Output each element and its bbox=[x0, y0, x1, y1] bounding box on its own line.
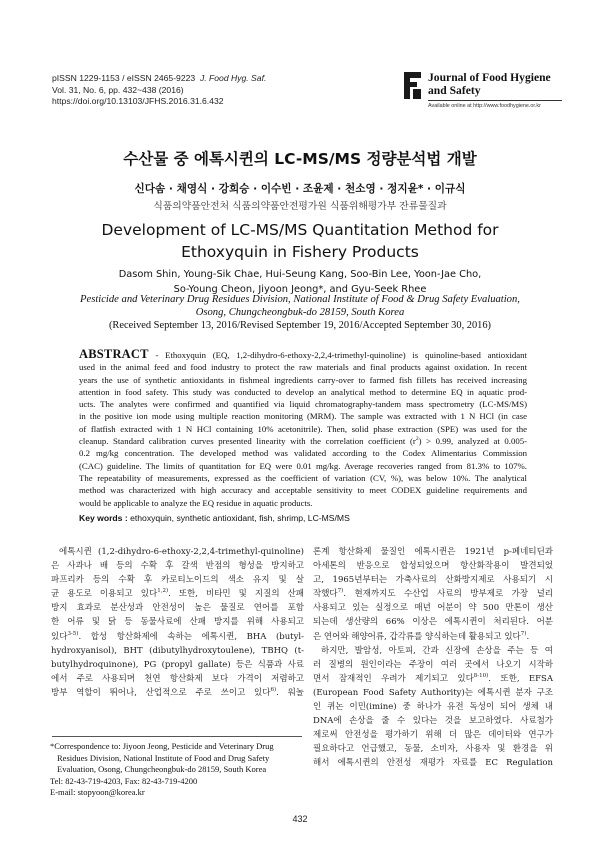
body-line: 러 질병의 원인이라는 주장이 여러 곳에서 나오기 시작하 bbox=[313, 659, 553, 670]
volume-line: Vol. 31, No. 6, pp. 432~438 (2016) bbox=[52, 84, 184, 95]
body-line: 파프리카 등의 수확 후 카로티노이드의 색소 유지 및 살 bbox=[51, 575, 304, 586]
body-line: 면서 잠재적인 우려가 제기되고 있다$^{8-10)}$. 또한, EFSA bbox=[313, 673, 553, 684]
body-line: 에서 주로 사용되며 천연 항산화제 보다 가격이 저렴하고 bbox=[51, 673, 304, 684]
body-column-right bbox=[313, 545, 553, 771]
body-line: hydroxyanisol), BHT (dibutylhydroxytoulene), TBHQ (t- bbox=[51, 645, 304, 656]
keywords bbox=[79, 513, 350, 523]
body-line: 한 어류 및 닭 등 동물사료에 산패 방지를 위해 사용되고 bbox=[51, 617, 304, 628]
body-line: 방부 역할이 뛰어나, 산업적으로 주로 쓰이고 있다$^{6)}$. 워놀 bbox=[51, 687, 305, 698]
email-link[interactable]: E-mail: stopyoon@korea.kr bbox=[50, 787, 145, 798]
body-line: 은 사과나 배 등의 수확 후 갈색 반점의 형성을 방지하고 bbox=[51, 561, 304, 572]
body-line: 있다$^{3-5)}$. 합성 항산화제에 속하는 에톡시퀸, BHA (butyl- bbox=[51, 630, 304, 642]
english-affiliation: Pesticide and Veterinary Drug Residues Division, National Institute of Food & Drug Safety Evaluation, Osong, Chungcheongbuk-do 28159, South Korea bbox=[80, 294, 520, 318]
keywords-label: Key words : bbox=[79, 513, 128, 523]
body-column-left bbox=[51, 545, 304, 700]
korean-authors: 신다솜 · 채영식 · 강희승 · 이수빈 · 조윤제 · 천소영 · 정지윤* · 이규식 bbox=[134, 183, 466, 195]
abstract-line: ucts. The analytes were confirmed and quantified via liquid chromatography-tandem mass spectrometry (LC-MS/MS) bbox=[79, 399, 527, 410]
body-line: 제로써 안전성을 평가하기 위해 더 많은 데이터와 연구가 bbox=[313, 730, 553, 741]
body-line: 사용되고 있는 실정으로 매년 어분이 약 500 만톤이 생산 bbox=[313, 603, 553, 614]
english-authors: Dasom Shin, Young-Sik Chae, Hui-Seung Kang, Soo-Bin Lee, Yoon-Jae Cho, So-Young Cheon, Jiyoon Jeong*, and Gyu-Seek Rhee bbox=[118, 269, 482, 295]
correspondence-footnote: *Correspondence to: Jiyoon Jeong, Pesticide and Veterinary Drug Residues Division, National Institute of Food and Drug Safety Evaluation, Osong, Chungcheongbuk-do 28159, South Korea Tel: 82-43-719-4203, Fax: 82-43-719-4200 E-mail: stopyoon@korea.kr bbox=[50, 741, 306, 799]
body-line: 은 연어와 해양어류, 갑각류를 양식하는데 활용되고 있다$^{7)}$. bbox=[313, 630, 530, 642]
journal-mark-icon bbox=[404, 72, 421, 99]
abstract-line: ABSTRACT - Ethoxyquin (EQ, 1,2-dihydro-6-ethoxy-2,2,4-trimethyl-quinoline) is quinoline-based antioxidant bbox=[79, 347, 527, 361]
body-line: DNA에 손상을 줄 수 있다는 것을 보고하였다. 사료첨가 bbox=[313, 716, 553, 727]
abstract-line: (CAC) guideline. The limits of quantitation for EQ were 0.01 mg/kg. Average recoveries ranged from 81.3% to 107%. bbox=[79, 460, 527, 471]
abstract-line: would be applicable to analyze the EQ residue in aquatic products. bbox=[79, 497, 313, 508]
citation-block bbox=[52, 73, 266, 108]
body-line: 작했다$^{7)}$. 현재까지도 수산업 사료의 방부제로 가장 널리 bbox=[313, 588, 553, 600]
english-title: Development of LC-MS/MS Quantitation Method for Ethoxyquin in Fishery Products bbox=[101, 221, 499, 261]
abstract-line: of flatfish extracted with 1 N HCl containing 10% acetonitrile). Then, solid phase extraction (SPE) was used for the bbox=[79, 423, 527, 434]
body-line: 론계 항산화제 물질인 에톡시퀸은 1921년 p-페네티딘과 bbox=[313, 547, 553, 557]
body-line: 에톡시퀸 (1,2-dihydro-6-ethoxy-2,2,4-trimethyl-quinoline) bbox=[59, 547, 304, 557]
abstract-line: in the positive ion mode using multiple reaction monitoring (MRM). The sample was extracted with 1 N HCl (in case bbox=[79, 411, 527, 422]
abstract-line: The repeatability of measurements, expressed as the coefficient of variation (CV, %), was below 10%. The analytical bbox=[79, 472, 527, 483]
body-line: 방지 효과로 분산성과 안전성이 높은 물질로 연어를 포함 bbox=[51, 603, 304, 614]
body-line: 하지만, 발암성, 아토피, 간과 신장에 손상을 주는 등 여 bbox=[321, 645, 553, 656]
body-line: 인 퀴논 이민(imine) 중 하나가 유전 독성이 되어 생체 내 bbox=[313, 702, 553, 713]
body-line: butylhydroquinone), PG (propyl gallate) 등은 식품과 사료 bbox=[51, 659, 304, 670]
abstract-line: 0.2 mg/kg concentration. The developed method was validated according to the Codex Alimentarius Commission bbox=[79, 448, 527, 459]
body-line: 되는데 생산량의 66% 이상은 에톡시퀸이 처리된다. 어분 bbox=[313, 617, 553, 628]
body-line: (European Food Safety Authority)는 에톡시퀸 분자 구조 bbox=[313, 687, 553, 698]
abstract-line: cleanup. Standard calibration curves presented linearity with the correlation coefficient $(r^2) > 0.99$, analyzed at 0.005- bbox=[79, 436, 527, 447]
issn-line: pISSN 1229-1153 / eISSN 2465-9223 J. Food Hyg. Saf. bbox=[52, 73, 267, 83]
korean-title: 수산물 중 에톡시퀸의 LC-MS/MS 정량분석법 개발 bbox=[123, 150, 477, 168]
abstract bbox=[79, 348, 527, 509]
availability-text: Available online at http://www.foodhygiene.or.kr bbox=[428, 103, 541, 109]
abstract-line: used in the animal feed and food industry to protect the raw materials and final products against oxidation. In recent bbox=[79, 362, 527, 373]
body-line: 균 용도로 이용되고 있다$^{1,2)}$. 또한, 비타민 및 지질의 산패 bbox=[51, 588, 304, 600]
journal-logo bbox=[404, 70, 562, 114]
abstract-line: method was characterized with high accuracy and acceptable sensitivity to meet CODEX guideline requirements and bbox=[79, 485, 527, 496]
body-line: 고, 1965년부터는 가축사료의 산화방지제로 사용되기 시 bbox=[313, 575, 553, 586]
body-line: 해서 에톡시퀸의 안전성 재평가 자료를 EC Regulation bbox=[313, 758, 553, 769]
logo-divider bbox=[428, 100, 562, 101]
abstract-line: years the use of synthetic antioxidants in fishmeal ingredients carry-over to farmed fish fillets has received increasing bbox=[79, 374, 527, 385]
page-number: 432 bbox=[292, 814, 308, 824]
body-line: 필요하다고 언급했고, 동물, 소비자, 사용자 및 환경을 위 bbox=[313, 744, 553, 755]
journal-name: Journal of Food Hygiene and Safety bbox=[428, 71, 551, 98]
keywords-text: ethoxyquin, synthetic antioxidant, fish, shrimp, LC-MS/MS bbox=[127, 513, 350, 523]
body-line: 아세톤의 반응으로 합성되었으며 항산화작용이 발견되었 bbox=[313, 561, 553, 572]
journal-abbrev: J. Food Hyg. Saf. bbox=[199, 73, 267, 83]
korean-affiliation: 식품의약품안전처 식품의약품안전평가원 식품위해평가부 잔류물질과 bbox=[153, 201, 447, 212]
doi-link[interactable]: https://doi.org/10.13103/JFHS.2016.31.6.432 bbox=[52, 96, 224, 107]
footnote-divider bbox=[52, 736, 302, 737]
abstract-label: ABSTRACT bbox=[79, 347, 149, 361]
received-dates: (Received September 13, 2016/Revised September 19, 2016/Accepted September 30, 2016) bbox=[108, 320, 492, 331]
abstract-line: attention in food safety. This study was conducted to develop an analytical method to determine EQ in aquatic prod- bbox=[79, 386, 527, 397]
